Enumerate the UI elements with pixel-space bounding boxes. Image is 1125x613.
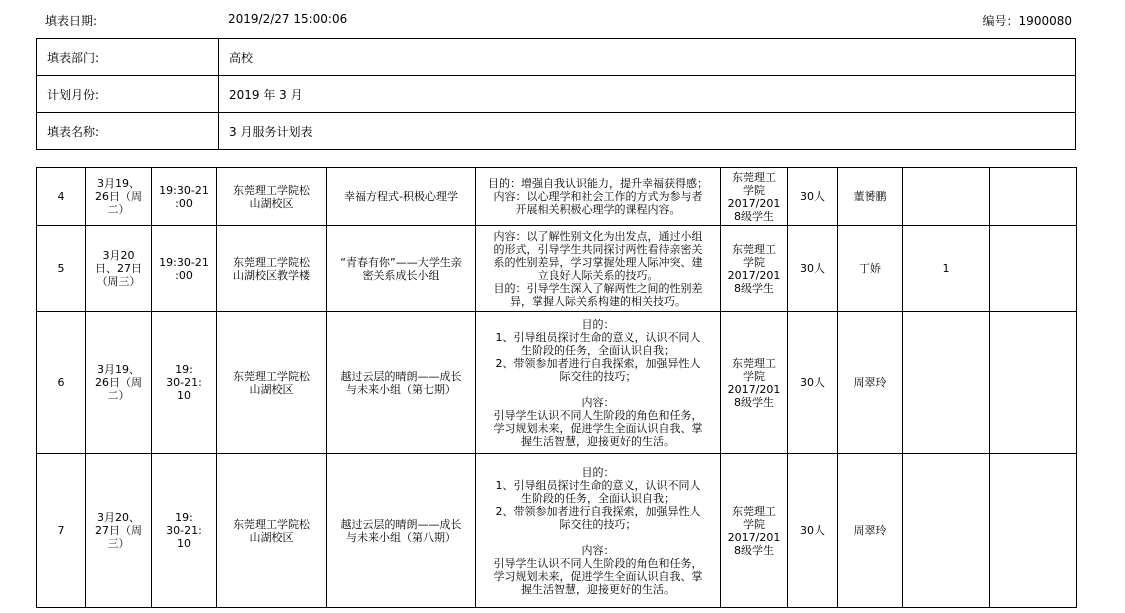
table-row bbox=[37, 226, 1077, 312]
description-cell: 目的： 1、引导组员探讨生命的意义，认识不同人 生阶段的任务，全面认识自我； 2、带领参加者进行自我探索，加强异性人 际交往的技巧； 内容： 引导学生认识不同人生阶段的角色和任务， 学习规划未来，促进学生全面认识自我、掌 握生活智慧，迎接更好的生活。 bbox=[476, 454, 721, 608]
count-cell: 30人 bbox=[788, 168, 838, 226]
header-row-name bbox=[37, 113, 1076, 150]
target-cell: 东莞理工 学院 2017/201 8级学生 bbox=[721, 168, 788, 226]
date-cell: 3月20 日、27日 （周三） bbox=[86, 226, 152, 312]
extra-cell: 1 bbox=[903, 226, 990, 312]
activity-title-cell: 越过云层的晴朗——成长 与未来小组（第八期） bbox=[327, 454, 476, 608]
target-cell: 东莞理工 学院 2017/201 8级学生 bbox=[721, 312, 788, 454]
time-cell: 19:30-21 :00 bbox=[152, 226, 217, 312]
department-label: 填表部门: bbox=[37, 39, 219, 76]
count-cell: 30人 bbox=[788, 226, 838, 312]
extra-cell bbox=[903, 168, 990, 226]
place-cell: 东莞理工学院松 山湖校区 bbox=[217, 168, 327, 226]
form-name-value: 3 月服务计划表 bbox=[219, 113, 1076, 150]
person-cell: 周翠玲 bbox=[838, 454, 903, 608]
row-number: 5 bbox=[37, 226, 86, 312]
header-row-department bbox=[37, 39, 1076, 76]
time-cell: 19: 30-21: 10 bbox=[152, 454, 217, 608]
time-cell: 19:30-21 :00 bbox=[152, 168, 217, 226]
extra-cell bbox=[903, 312, 990, 454]
last-cell bbox=[990, 226, 1077, 312]
fill-date-label: 填表日期: bbox=[45, 14, 98, 28]
extra-cell bbox=[903, 454, 990, 608]
row-number: 7 bbox=[37, 454, 86, 608]
plan-month-label: 计划月份: bbox=[37, 76, 219, 113]
place-cell: 东莞理工学院松 山湖校区 bbox=[217, 454, 327, 608]
target-cell: 东莞理工 学院 2017/201 8级学生 bbox=[721, 454, 788, 608]
description-cell: 目的： 1、引导组员探讨生命的意义，认识不同人 生阶段的任务，全面认识自我； 2、带领参加者进行自我探索，加强异性人 际交往的技巧； 内容： 引导学生认识不同人生阶段的角色和任务， 学习规划未来，促进学生全面认识自我、掌 握生活智慧，迎接更好的生活。 bbox=[476, 312, 721, 454]
date-cell: 3月19、 26日（周 二） bbox=[86, 312, 152, 454]
person-cell: 丁娇 bbox=[838, 226, 903, 312]
place-cell: 东莞理工学院松 山湖校区 bbox=[217, 312, 327, 454]
form-name-label: 填表名称: bbox=[37, 113, 219, 150]
place-cell: 东莞理工学院松 山湖校区教学楼 bbox=[217, 226, 327, 312]
date-cell: 3月20、 27日（周 三） bbox=[86, 454, 152, 608]
plan-month-value: 2019 年 3 月 bbox=[219, 76, 1076, 113]
target-cell: 东莞理工 学院 2017/201 8级学生 bbox=[721, 226, 788, 312]
last-cell bbox=[990, 454, 1077, 608]
person-cell: 董赟鹏 bbox=[838, 168, 903, 226]
top-line bbox=[45, 12, 1080, 28]
header-table bbox=[36, 38, 1076, 150]
description-cell: 内容：以了解性别文化为出发点，通过小组 的形式，引导学生共同探讨两性看待亲密关 系的性别差异，学习掌握处理人际冲突、建 立良好人际关系的技巧。 目的：引导学生深入了解两性之间的性别差 异，掌握人际关系构建的相关技巧。 bbox=[476, 226, 721, 312]
last-cell bbox=[990, 312, 1077, 454]
table-row bbox=[37, 454, 1077, 608]
department-value: 高校 bbox=[219, 39, 1076, 76]
row-number: 4 bbox=[37, 168, 86, 226]
table-row bbox=[37, 312, 1077, 454]
table-row bbox=[37, 168, 1077, 226]
service-plan-table bbox=[36, 167, 1077, 608]
header-row-month bbox=[37, 76, 1076, 113]
activity-title-cell: 越过云层的晴朗——成长 与未来小组（第七期） bbox=[327, 312, 476, 454]
count-cell: 30人 bbox=[788, 312, 838, 454]
time-cell: 19: 30-21: 10 bbox=[152, 312, 217, 454]
description-cell: 目的：增强自我认识能力，提升幸福获得感； 内容：以心理学和社会工作的方式为参与者 开展相关积极心理学的课程内容。 bbox=[476, 168, 721, 226]
last-cell bbox=[990, 168, 1077, 226]
person-cell: 周翠玲 bbox=[838, 312, 903, 454]
count-cell: 30人 bbox=[788, 454, 838, 608]
serial-number: 编号：1900080 bbox=[982, 14, 1072, 28]
activity-title-cell: 幸福方程式-积极心理学 bbox=[327, 168, 476, 226]
activity-title-cell: “青春有你”——大学生亲 密关系成长小组 bbox=[327, 226, 476, 312]
fill-date-value: 2019/2/27 15:00:06 bbox=[228, 12, 348, 26]
date-cell: 3月19、 26日（周 二） bbox=[86, 168, 152, 226]
row-number: 6 bbox=[37, 312, 86, 454]
